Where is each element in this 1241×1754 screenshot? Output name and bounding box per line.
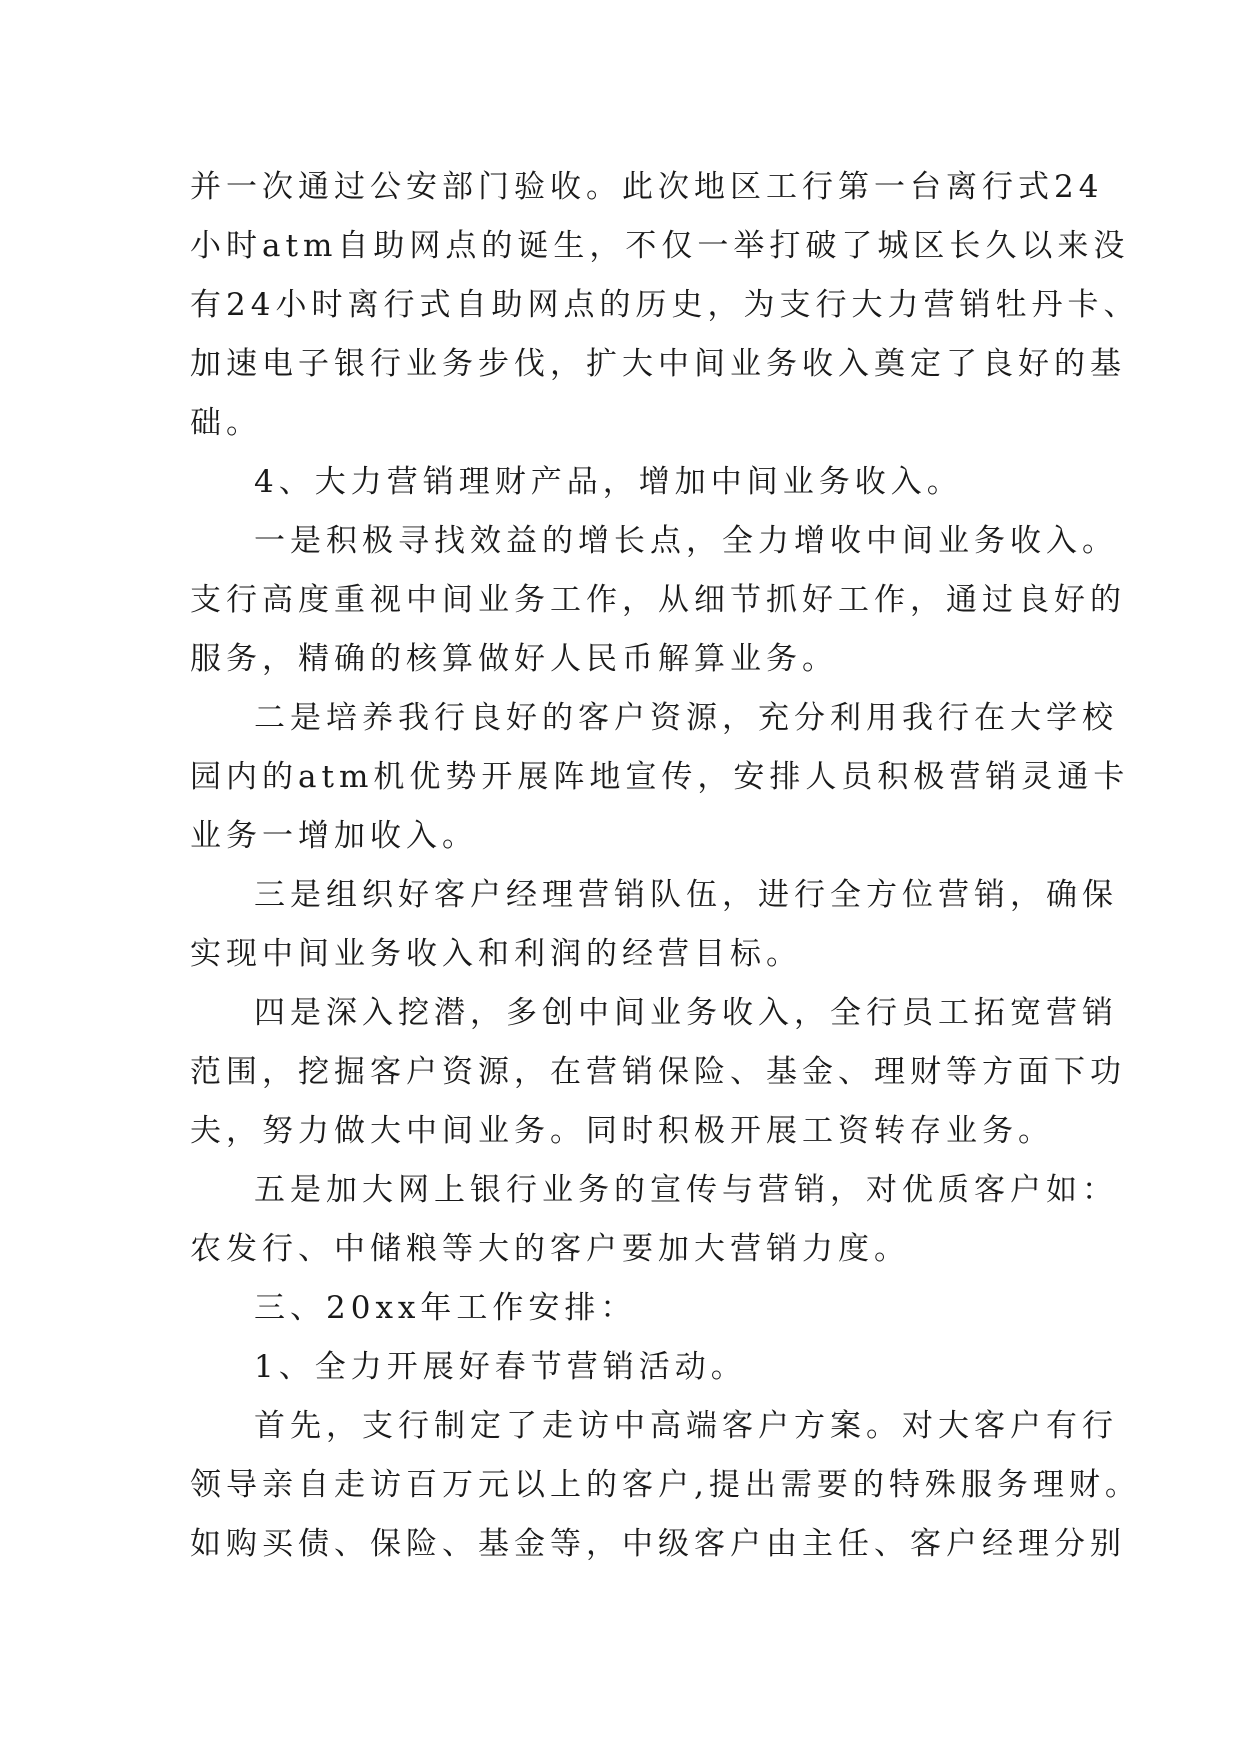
text-line: 五是加大网上银行业务的宣传与营销，对优质客户如：	[254, 1172, 1118, 1208]
text-line: 首先，支行制定了走访中高端客户方案。对大客户有行	[254, 1408, 1118, 1444]
text-line: 四是深入挖潜，多创中间业务收入，全行员工拓宽营销	[254, 995, 1118, 1031]
text-line: 三、20xx年工作安排：	[254, 1290, 637, 1326]
text-line: 支行高度重视中间业务工作，从细节抓好工作，通过良好的	[190, 582, 1126, 618]
document-body	[190, 158, 1141, 1574]
text-line: 农发行、中储粮等大的客户要加大营销力度。	[190, 1231, 910, 1267]
text-line: 加速电子银行业务步伐，扩大中间业务收入奠定了良好的基	[190, 346, 1126, 382]
text-line: 一是积极寻找效益的增长点，全力增收中间业务收入。	[254, 523, 1118, 559]
text-line: 服务，精确的核算做好人民币解算业务。	[190, 641, 838, 677]
text-line: 二是培养我行良好的客户资源，充分利用我行在大学校	[254, 700, 1118, 736]
text-line: 础。	[190, 405, 262, 441]
text-line: 有24小时离行式自助网点的历史，为支行大力营销牡丹卡、	[190, 287, 1140, 323]
text-line: 实现中间业务收入和利润的经营目标。	[190, 936, 802, 972]
text-line: 4、大力营销理财产品，增加中间业务收入。	[254, 464, 963, 500]
text-line: 夫，努力做大中间业务。同时积极开展工资转存业务。	[190, 1113, 1054, 1149]
text-line: 三是组织好客户经理营销队伍，进行全方位营销，确保	[254, 877, 1118, 913]
text-line: 小时atm自助网点的诞生，不仅一举打破了城区长久以来没	[190, 228, 1130, 264]
text-line: 领导亲自走访百万元以上的客户,提出需要的特殊服务理财。	[190, 1467, 1141, 1503]
text-line: 1、全力开展好春节营销活动。	[254, 1349, 747, 1385]
text-line: 如购买债、保险、基金等，中级客户由主任、客户经理分别	[190, 1526, 1126, 1562]
text-line: 业务一增加收入。	[190, 818, 478, 854]
text-line: 并一次通过公安部门验收。此次地区工行第一台离行式24	[190, 169, 1104, 205]
text-line: 园内的atm机优势开展阵地宣传，安排人员积极营销灵通卡	[190, 759, 1130, 795]
text-line: 范围，挖掘客户资源，在营销保险、基金、理财等方面下功	[190, 1054, 1126, 1090]
